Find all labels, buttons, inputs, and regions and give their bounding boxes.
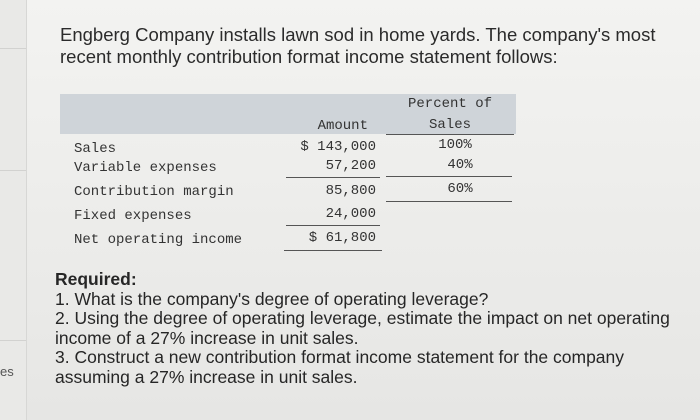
row-amount-sales: $ 143,000 bbox=[300, 139, 376, 155]
net-income-underline bbox=[284, 250, 382, 251]
edge-divider bbox=[0, 48, 26, 49]
edge-divider bbox=[0, 340, 26, 341]
row-amount-variable-expenses: 57,200 bbox=[325, 158, 376, 174]
row-percent-variable-expenses: 40% bbox=[447, 157, 473, 173]
row-amount-fixed-expenses: 24,000 bbox=[325, 206, 376, 222]
row-label-net-operating-income: Net operating income bbox=[74, 232, 243, 248]
row-label-variable-expenses: Variable expenses bbox=[74, 160, 217, 176]
amount-header: Amount bbox=[317, 118, 368, 134]
amount-subtotal-rule bbox=[286, 177, 380, 178]
percent-header-line1: Percent of bbox=[407, 96, 492, 112]
percent-header-line2: Sales bbox=[428, 117, 471, 133]
required-item-3: 3. Construct a new contribution format income statement for the company assuming a 27% increase in unit sales. bbox=[55, 347, 625, 387]
row-amount-net-operating-income: $ 61,800 bbox=[308, 230, 376, 246]
row-label-sales: Sales bbox=[74, 141, 117, 157]
percent-header-rule bbox=[386, 134, 514, 135]
edge-divider bbox=[0, 170, 26, 171]
problem-intro: Engberg Company installs lawn sod in home yards. The company's most recent monthly contribution format income statement follows: bbox=[60, 24, 656, 67]
row-label-contribution-margin: Contribution margin bbox=[74, 184, 234, 200]
percent-subtotal-rule bbox=[386, 176, 512, 177]
required-item-2: 2. Using the degree of operating leverage, estimate the impact on net operating income of a 27% increase in unit sales. bbox=[55, 308, 670, 348]
required-title: Required: bbox=[55, 269, 137, 289]
left-panel-edge bbox=[0, 0, 27, 420]
required-section bbox=[55, 270, 695, 387]
row-percent-sales: 100% bbox=[438, 137, 472, 153]
amount-total-rule bbox=[286, 225, 380, 226]
row-percent-contribution-margin: 60% bbox=[447, 181, 473, 197]
row-amount-contribution-margin: 85,800 bbox=[325, 183, 376, 199]
required-item-1: 1. What is the company's degree of operating leverage? bbox=[55, 288, 489, 309]
percent-total-rule bbox=[386, 201, 512, 202]
row-label-fixed-expenses: Fixed expenses bbox=[74, 208, 192, 224]
edge-label: es bbox=[0, 364, 14, 379]
